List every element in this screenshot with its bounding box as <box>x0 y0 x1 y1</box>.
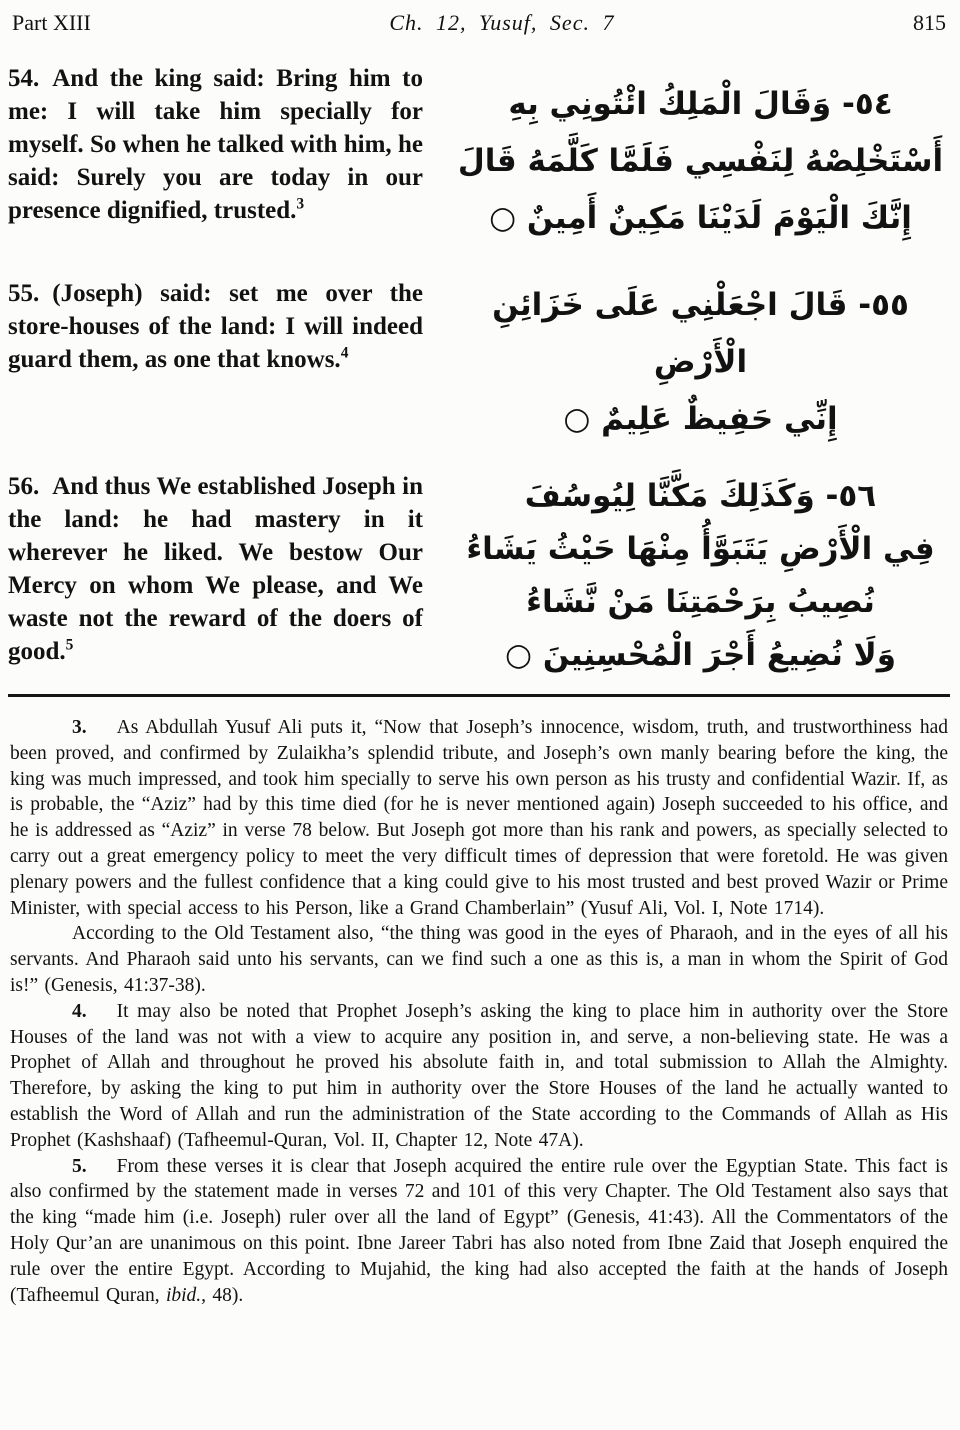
footnote-ref-5: 5 <box>65 636 74 654</box>
verse-text: And thus We established Joseph in the land: he had mastery in it wherever he liked. We bestow Our Mercy on whom We please, and We waste not the reward of the doers of good. <box>8 473 423 665</box>
footnote-ref-4: 4 <box>340 344 349 362</box>
verse-english-55 <box>8 277 423 448</box>
verse-arabic-56 <box>451 470 950 682</box>
verse-text: (Joseph) said: set me over the store-houses of the land: I will indeed guard them, as one that knows. <box>8 280 423 373</box>
chapter-heading: Ch. 12, Yusuf, Sec. 7 <box>389 10 615 35</box>
verse-number: 55. <box>8 280 40 307</box>
footnote-divider <box>8 694 950 697</box>
arabic-line: وَلَا نُضِيعُ أَجْرَ الْمُحْسِنِينَ ○ <box>505 637 896 673</box>
footnote-number: 5. <box>72 1155 87 1177</box>
footnote-text: From these verses it is clear that Joseph acquired the entire rule over the Egyptian State. This fact is also confirmed by the statement made in verses 72 and 101 of this very Chapter. The Old Testament also says that the king “made him (i.e. Joseph) ruler over all the land of Egypt” (Genesis, 41:43). All the Commentators of the Holy Qur’an are unanimous on this point. Ibne Jareer Tabri has also noted from Ibne Zaid that Joseph enquired the rule over the entire Egypt. According to Mujahid, the king had also accepted the faith at the hands of Joseph (Tafheemul Quran, <box>10 1155 948 1306</box>
footnote-4-paragraph <box>10 999 948 1154</box>
footnote-3-paragraph-2 <box>10 921 948 998</box>
arabic-line: إِنِّي حَفِيظٌ عَلِيمٌ ○ <box>563 401 838 437</box>
part-label: Part XIII <box>12 10 91 35</box>
arabic-line: نُصِيبُ بِرَحْمَتِنَا مَنْ نَّشَاءُ <box>526 584 875 620</box>
arabic-line: ٥٦- وَكَذَلِكَ مَكَّنَّا لِيُوسُفَ <box>524 478 877 514</box>
footnotes-section <box>8 709 950 1308</box>
verse-row-54 <box>8 62 950 247</box>
verse-row-56 <box>8 470 950 682</box>
footnote-5-paragraph <box>10 1154 948 1309</box>
footnote-3-paragraph-1 <box>10 715 948 921</box>
page-header <box>8 8 950 36</box>
footnote-ibid-italic: ibid., <box>165 1284 207 1306</box>
verse-arabic-55 <box>451 277 950 448</box>
footnote-text: As Abdullah Yusuf Ali puts it, “Now that Joseph’s innocence, wisdom, truth, and trustworthiness had been proved, and confirmed by Zulaikha’s splendid tribute, and Joseph’s own manly bearing before the king, the king was much impressed, and took him specially to serve his own person as his trusty and confidential Wazir. If, as is probable, the “Aziz” had by this time died (for he is never mentioned again) Joseph succeeded to his office, and he is addressed as “Aziz” in verse 78 below. But Joseph got more than his rank and powers, as specially selected to carry out a great emergency policy to meet the very difficult times of depression that were foretold. He was given plenary powers and the fullest confidence that a king could give to his most trusted and best proved Wazir or Prime Minister, with special access to his Person, like a Grand Chamberlain” (Yusuf Ali, Vol. I, Note 1714). <box>10 717 948 919</box>
arabic-line: ٥٤- وَقَالَ الْمَلِكُ ائْتُونِي بِهِ <box>508 86 893 122</box>
verse-english-56 <box>8 470 423 682</box>
arabic-line: أَسْتَخْلِصْهُ لِنَفْسِي فَلَمَّا كَلَّمَهُ قَالَ <box>457 143 944 179</box>
footnote-text: It may also be noted that Prophet Joseph’s asking the king to place him in authority over the Store Houses of the land was not with a view to acquire any position in, and serve, a non-believing state. He was a Prophet of Allah and throughout he proved his absolute faith in, and total submission to Allah the Almighty. Therefore, by asking the king to put him in authority over the Store Houses of the land he actually wanted to establish the Word of Allah and run the administration of the State according to the Commands of Allah as His Prophet (Kashshaaf) (Tafheemul-Quran, Vol. II, Chapter 12, Note 47A). <box>10 1000 948 1151</box>
verse-english-54 <box>8 62 423 247</box>
arabic-line: فِي الْأَرْضِ يَتَبَوَّأُ مِنْهَا حَيْثُ يَشَاءُ <box>466 531 935 567</box>
verse-row-55 <box>8 277 950 448</box>
verse-text: And the king said: Bring him to me: I will take him specially for myself. So when he talked with him, he said: Surely you are today in our presence dignified, trusted. <box>8 65 423 224</box>
verses-section <box>8 62 950 682</box>
footnote-ref-3: 3 <box>296 195 305 213</box>
footnote-number: 4. <box>72 1000 87 1022</box>
footnote-number: 3. <box>72 717 87 738</box>
footnote-text: 48). <box>206 1284 244 1306</box>
verse-number: 56. <box>8 473 40 500</box>
footnote-text: According to the Old Testament also, “the thing was good in the eyes of Pharaoh, and in the eyes of all his servants. And Pharaoh said unto his servants, can we find such a one as this is, a man in whom the Spirit of God is!” (Genesis, 41:37-38). <box>10 923 948 996</box>
arabic-line: ٥٥- قَالَ اجْعَلْنِي عَلَى خَزَائِنِ الْأَرْضِ <box>492 287 909 380</box>
verse-arabic-54 <box>451 62 950 247</box>
page-number: 815 <box>913 10 946 35</box>
arabic-line: إِنَّكَ الْيَوْمَ لَدَيْنَا مَكِينٌ أَمِينٌ ○ <box>489 200 912 236</box>
verse-number: 54. <box>8 65 40 92</box>
